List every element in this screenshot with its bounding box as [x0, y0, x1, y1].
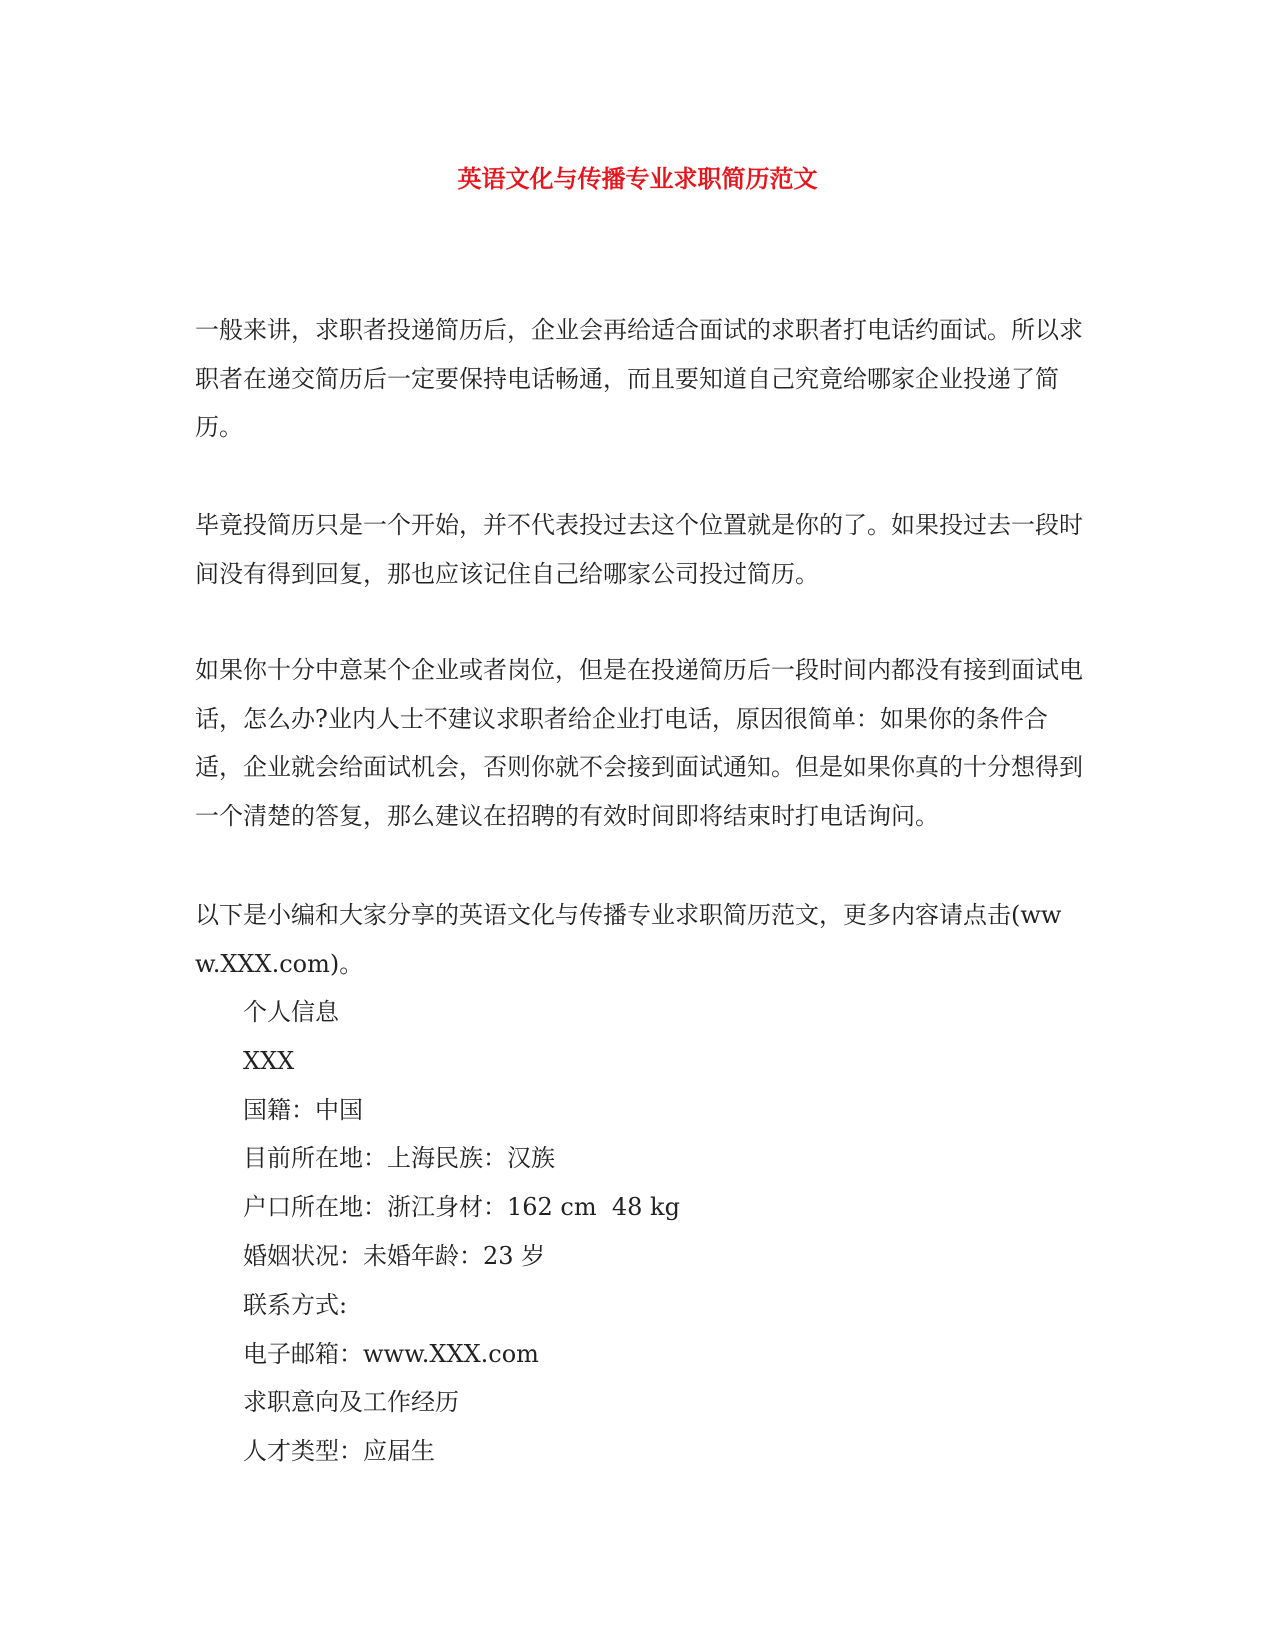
info-line-name: XXX	[243, 1046, 295, 1075]
section-heading-job-intention: 求职意向及工作经历	[243, 1388, 459, 1417]
body-paragraph: 毕竟投简历只是一个开始，并不代表投过去这个位置就是你的了。如果投过去一段时间没有得到回复，那也应该记住自己给哪家公司投过简历。	[195, 511, 1083, 588]
page-title: 英语文化与传播专业求职简历范文	[457, 164, 818, 193]
info-line-talent-type: 人才类型：应届生	[243, 1437, 435, 1466]
info-line-email: 电子邮箱：www.XXX.com	[243, 1339, 539, 1368]
info-line-marital-age: 婚姻状况：未婚年龄：23 岁	[243, 1241, 546, 1270]
intro-paragraph: 一般来讲，求职者投递简历后，企业会再给适合面试的求职者打电话约面试。所以求职者在递交简历后一定要保持电话畅通，而且要知道自己究竟给哪家企业投递了简历。	[195, 316, 1083, 441]
body-paragraph: 以下是小编和大家分享的英语文化与传播专业求职简历范文，更多内容请点击(www.XXX.com)。	[195, 901, 1062, 978]
info-line-hukou-physique: 户口所在地：浙江身材：162 cm 48 kg	[243, 1193, 680, 1222]
section-heading-personal-info: 个人信息	[243, 998, 339, 1026]
info-line-nationality: 国籍：中国	[243, 1095, 363, 1124]
info-line-contact: 联系方式:	[243, 1290, 348, 1319]
resume-info-list	[243, 988, 680, 1476]
body-paragraph: 如果你十分中意某个企业或者岗位，但是在投递简历后一段时间内都没有接到面试电话，怎么办?业内人士不建议求职者给企业打电话，原因很简单：如果你的条件合适，企业就会给面试机会，否则你就不会接到面试通知。但是如果你真的十分想得到一个清楚的答复，那么建议在招聘的有效时间即将结束时打电话询问。	[195, 656, 1083, 830]
info-line-location-ethnicity: 目前所在地：上海民族：汉族	[243, 1144, 555, 1173]
